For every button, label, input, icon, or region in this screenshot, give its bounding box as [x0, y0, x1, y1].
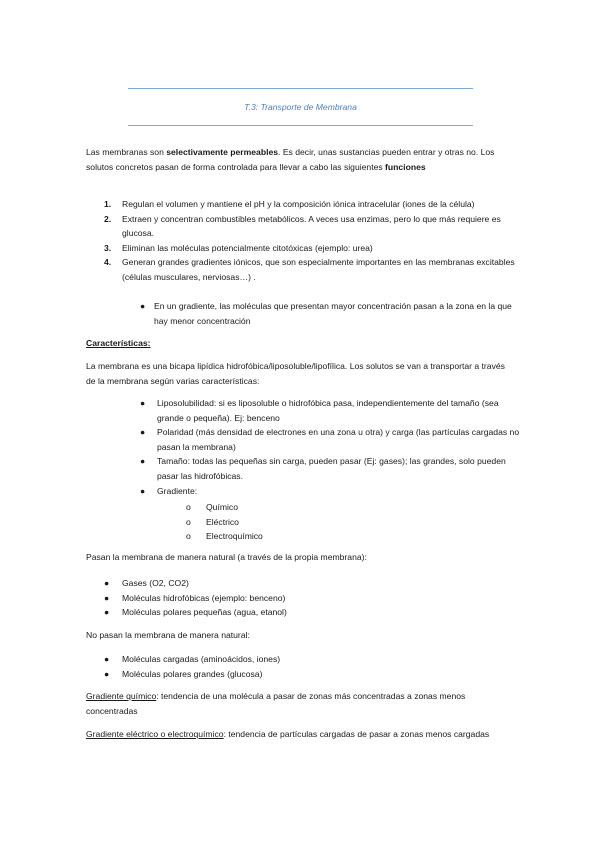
bullet-icon: ●: [104, 654, 110, 664]
no-pasan-list: [104, 652, 504, 681]
bullet-icon: ●: [140, 485, 146, 496]
caracteristicas-intro: La membrana es una bicapa lipídica hidrofóbica/liposoluble/lipofílica. Los solutos se van a transportar a través de la membrana según varias características:: [86, 361, 505, 386]
gradiente-electrico-definition: [86, 727, 516, 742]
bullet-icon: ●: [104, 607, 110, 618]
gradiente-tipo-text: Electroquímico: [206, 531, 263, 542]
circle-bullet-icon: o: [186, 516, 191, 527]
caracteristicas-heading-text: Características:: [86, 338, 151, 348]
funcion-number: 1.: [104, 199, 112, 209]
bullet-icon: ●: [104, 668, 110, 679]
list-item: [104, 591, 504, 606]
funcion-item: [104, 212, 524, 241]
caracteristica-text: Polaridad (más densidad de electrones en una zona u otra) y carga (las partículas cargadas no pasan la membrana): [157, 427, 520, 452]
list-item: [140, 396, 520, 425]
bullet-icon: ●: [140, 301, 146, 311]
list-item: [186, 515, 386, 530]
no-pasan-text: Moléculas cargadas (aminoácidos, iones): [122, 654, 281, 664]
page-title: T.3: Transporte de Membrana: [244, 102, 357, 112]
funcion4-sublist: [140, 299, 520, 328]
list-item: [186, 529, 386, 544]
gradiente-tipos-list: [186, 500, 386, 544]
pasan-text: Moléculas polares pequeñas (agua, etanol): [122, 607, 287, 618]
title-rule-top: [128, 88, 473, 89]
list-item: [104, 652, 504, 667]
gradiente-tipo-text: Eléctrico: [206, 516, 239, 527]
gradiente-quimico-definition: [86, 689, 516, 718]
pasan-heading: Pasan la membrana de manera natural (a través de la propia membrana):: [86, 552, 367, 562]
bullet-icon: ●: [104, 578, 110, 588]
caracteristica-text: Tamaño: todas las pequeñas sin carga, pueden pasar (Ej: gases); las grandes, solo pueden pasar las hidrofóbicas.: [157, 456, 506, 481]
caracteristica-text: Gradiente:: [157, 485, 198, 496]
definition-text: : tendencia de una molécula a pasar de zonas más concentradas a zonas menos concentradas: [86, 691, 466, 716]
list-item: [140, 299, 520, 328]
list-item: [104, 576, 504, 591]
bullet-icon: ●: [140, 398, 146, 408]
bullet-icon: ●: [140, 427, 146, 438]
caracteristicas-heading: [86, 336, 516, 351]
pasan-text: Moléculas hidrofóbicas (ejemplo: benceno): [122, 592, 286, 603]
no-pasan-text: Moléculas polares grandes (glucosa): [122, 668, 263, 679]
bullet-icon: ●: [140, 456, 146, 467]
funcion-number: 3.: [104, 242, 112, 253]
definition-term: Gradiente eléctrico o electroquímico: [86, 729, 224, 739]
funcion-item: [104, 255, 524, 284]
funcion-text: Extraen y concentran combustibles metabólicos. A veces usa enzimas, pero lo que más requiere es glucosa.: [122, 213, 501, 239]
funciones-list: [104, 197, 524, 285]
definition-text: : tendencia de partículas cargadas de pasar a zonas menos cargadas: [223, 729, 490, 739]
funcion-number: 2.: [104, 213, 112, 224]
title-rule-bottom: [128, 125, 473, 126]
list-item: [140, 454, 520, 483]
list-item: [186, 500, 386, 515]
list-item: [140, 484, 520, 499]
funcion-text: Eliminan las moléculas potencialmente citotóxicas (ejemplo: urea): [122, 242, 373, 253]
list-item: [140, 425, 520, 454]
intro-text-pre: Las membranas son: [86, 147, 167, 157]
no-pasan-heading: No pasan la membrana de manera natural:: [86, 630, 250, 640]
caracteristicas-list: [140, 396, 520, 498]
caracteristica-text: Liposolubilidad: si es liposoluble o hidrofóbica pasa, independientemente del tamaño (sea grande o pequeña). Ej: benceno: [157, 398, 499, 423]
intro-paragraph: [86, 145, 516, 174]
circle-bullet-icon: o: [186, 502, 191, 512]
circle-bullet-icon: o: [186, 531, 191, 542]
funcion-number: 4.: [104, 257, 112, 268]
intro-bold-funciones: funciones: [385, 161, 426, 172]
intro-text-post: . Es decir, unas sustancias pueden entrar y otras no. Los solutos concretos pasan de forma controlada para llevar a cabo las siguientes: [86, 147, 495, 172]
definition-term: Gradiente químico: [86, 691, 157, 701]
pasan-text: Gases (O2, CO2): [122, 578, 189, 588]
list-item: [104, 605, 504, 620]
funcion-item: [104, 241, 524, 256]
gradiente-tipo-text: Químico: [206, 502, 238, 512]
funcion-text: Regulan el volumen y mantiene el pH y la composición iónica intracelular (iones de la célula): [122, 199, 475, 209]
pasan-list: [104, 576, 504, 620]
funcion-item: [104, 197, 524, 212]
list-item: [104, 667, 504, 682]
intro-bold-term: selectivamente permeables: [166, 147, 279, 157]
funcion-text: Generan grandes gradientes iónicos, que son especialmente importantes en las membranas excitables (células musculares, nerviosas…) .: [122, 257, 515, 282]
funcion4-sub-text: En un gradiente, las moléculas que presentan mayor concentración pasan a la zona en la que hay menor concentración: [154, 301, 512, 326]
bullet-icon: ●: [104, 592, 110, 603]
